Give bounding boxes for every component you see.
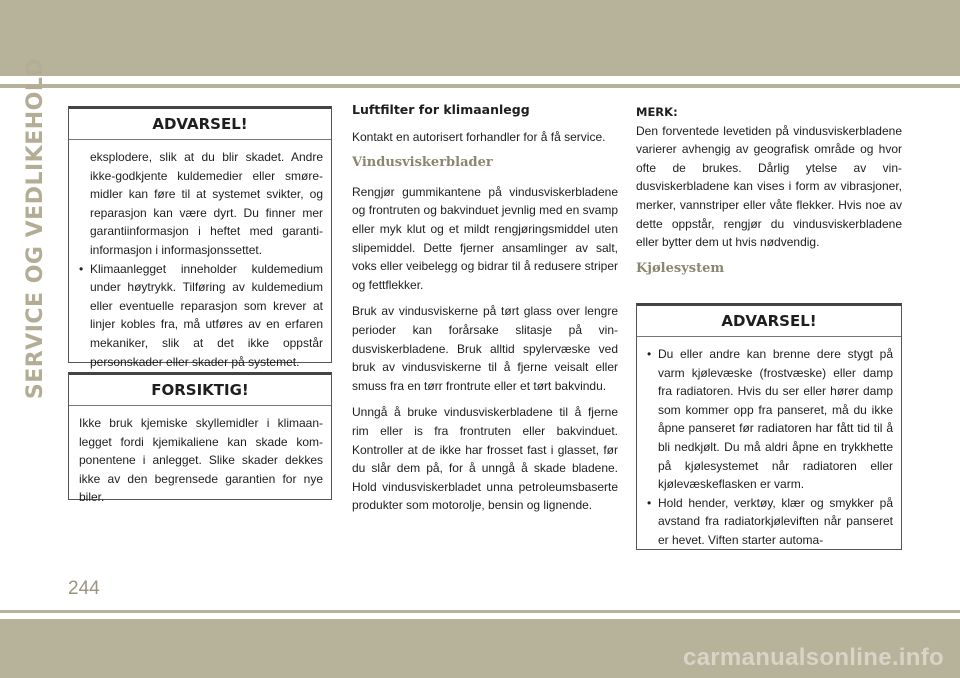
- warning-box-right-body: [637, 337, 901, 558]
- footer-rule: [0, 610, 960, 613]
- warning-box-right-title: ADVARSEL!: [637, 306, 901, 337]
- header-band: [0, 0, 960, 76]
- warning-box-body: [69, 140, 331, 379]
- warning-continued-text: eksplodere, slik at du blir skadet. Andre ikke-godkjente kuldemedier eller smøremidler kan føre til at systemet svikter, og reparasjon kan være dyrt. Du finner mer garantiinformasjon i heftet med garantiinformasjon i informasjonssettet.: [90, 150, 323, 257]
- warning-box-left: [68, 106, 332, 369]
- caution-box: [68, 372, 332, 505]
- watermark: carmanualsonline.info: [682, 644, 944, 671]
- heading-wiper-blades: Vindusviskerblader: [352, 155, 493, 171]
- warning-bullet: • Klimaanlegget inneholder kuldemedium under høytrykk. Tilføring av kuldemedium eller eventuelle reparasjon som krever at linjer kobles fra, må utføres av en erfaren mekaniker, slik at det ikke oppstår personskader eller skader på systemet.: [79, 260, 323, 372]
- header-rule: [0, 84, 960, 88]
- section-side-title: [18, 57, 54, 399]
- air-filter-text: Kontakt en autorisert forhandler for å få service.: [352, 129, 606, 144]
- warning-box-title: ADVARSEL!: [69, 109, 331, 140]
- page-number: 244: [68, 578, 100, 599]
- wiper-paragraph-1: Rengjør gummikantene på vindusviskerbladene og frontruten og bakvinduet jevnlig med en svamp eller myk klut og et mildt rengjøringsmiddel uten slipemiddel. Dette fjerner ansamlinger av salt, voks eller veibelegg og bidrar til å redusere striper og fettflekker.: [352, 184, 618, 292]
- note-label: MERK:: [636, 105, 678, 119]
- note-text: Den forventede levetiden på vindusviskerbladene varierer avhengig av geografisk område og hvor ofte de brukes. Dårlig ytelse av vindusviskerbladene kan vises i form av vibrasjoner, merker, vannstriper eller våte flekker. Hvis noe av dette oppstår, rengjør du vindusviskerbladene eller bytter dem ut hvis nødvendig.: [636, 123, 902, 250]
- heading-air-filter: Luftfilter for klimaanlegg: [352, 102, 530, 117]
- middle-column: [352, 101, 618, 523]
- wiper-paragraph-2: Bruk av vindusviskerne på tørt glass over lengre perioder kan forårsake slitasje på vindusviskerbladene. Bruk alltid spylervæske ved bruk av vindusviskerne til å fjerne veisalt eller smuss fra en tørr frontrute eller et tørt bakvindu.: [352, 304, 618, 393]
- cooling-warning-bullet-2: • Hold hender, verktøy, klær og smykker på avstand fra radiatorkjøleviften når panseret er hevet. Viften starter automa-: [647, 494, 893, 550]
- section-side-title-text: SERVICE OG VEDLIKEHOLD: [23, 57, 49, 399]
- cooling-warning-bullet-1: • Du eller andre kan brenne dere stygt på varm kjølevæske (frostvæske) eller damp fra radiatoren. Hvis du ser eller hører damp som kommer opp fra panseret, må du ikke åpne panseret før radiatoren har fått tid til å bli nedkjølt. Du må aldri åpne en trykkhette på kjølesystemet når radiatoren eller kjølevæskeflasken er varm.: [647, 345, 893, 494]
- heading-cooling-system: Kjølesystem: [636, 260, 725, 276]
- right-column: [636, 103, 902, 288]
- caution-text: Ikke bruk kjemiske skyllemidler i klimaanlegget fordi kjemikaliene kan skade komponentene i anlegget. Slike skader dekkes ikke av den begrensede garantien for nye biler.: [79, 416, 323, 505]
- caution-box-body: [69, 406, 331, 515]
- caution-box-title: FORSIKTIG!: [69, 375, 331, 406]
- warning-box-right: [636, 303, 902, 550]
- wiper-paragraph-3: Unngå å bruke vindusviskerbladene til å fjerne rim eller is fra frontruten eller bakvinduet. Kontroller at de ikke har frosset fast i glasset, før du slår dem på, for å unngå å skade bladene. Hold vindusviskerbladet unna petroleumsbaserte produkter som motorolje, bensin og lignende.: [352, 405, 618, 513]
